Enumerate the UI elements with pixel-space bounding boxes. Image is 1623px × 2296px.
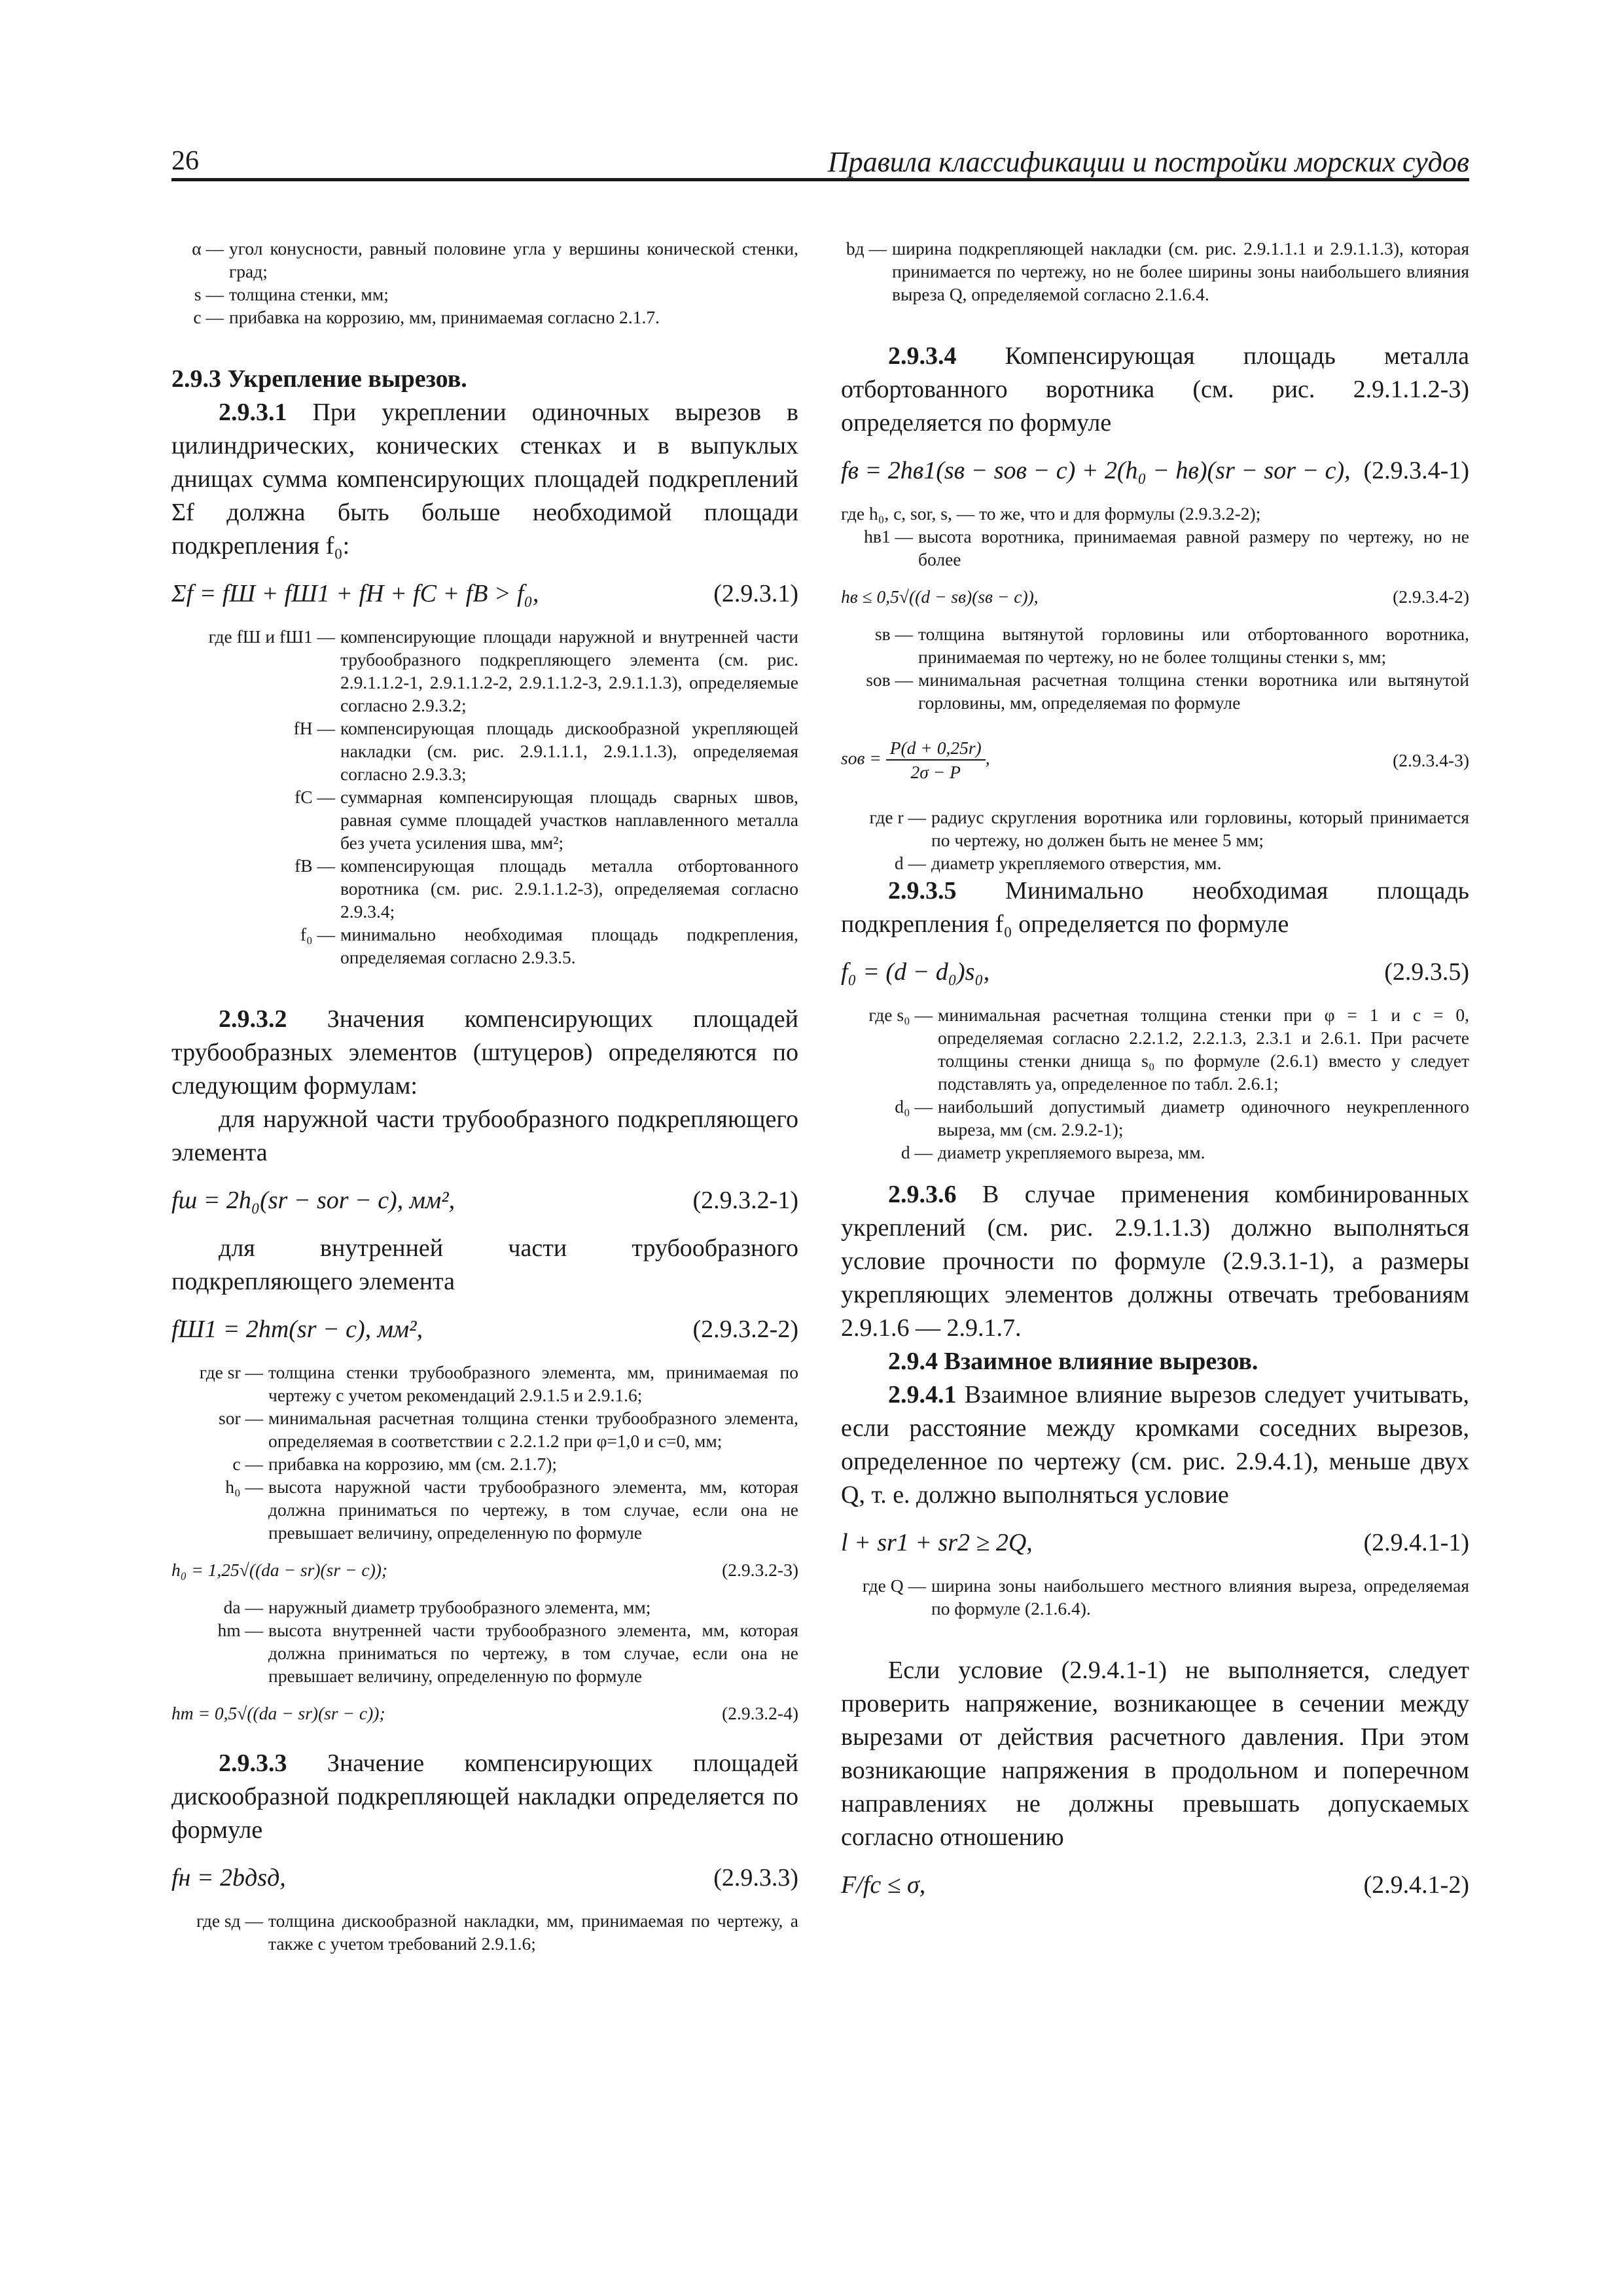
- formula-2-9-3-2-1: [171, 1184, 798, 1217]
- definition-item: [171, 717, 798, 785]
- definition-item: [841, 1141, 1469, 1164]
- definition-item: [841, 1003, 1469, 1095]
- definition-symbol: где Q —: [862, 1575, 926, 1596]
- definition-item: [171, 854, 798, 923]
- definition-text: минимальная расчетная толщина стенки при φ = 1 и c = 0, определяемая согласно 2.2.1.2, 2.2.1.3, 2.3.1 и 2.6.1. При расчете толщины стенки днища s₀ по формуле (2.6.1) вместо y следует подставлять ya, определенное по табл. 2.6.1;: [938, 1005, 1469, 1094]
- definition-item: [841, 525, 1469, 571]
- formula-2-9-3-4-2: [841, 585, 1469, 608]
- fraction: [886, 736, 986, 783]
- fraction-numerator: P(d + 0,25r): [886, 736, 986, 761]
- definition-list: [841, 806, 1469, 874]
- formula-2-9-3-1: [171, 577, 798, 611]
- formula-number: (2.9.3.1): [713, 580, 798, 607]
- formula-number: (2.9.3.2-1): [692, 1187, 798, 1214]
- formula-expression: l + sr1 + sr2 ≥ 2Q,: [841, 1529, 1033, 1556]
- definition-text: диаметр укрепляемого выреза, мм.: [938, 1142, 1205, 1162]
- definition-item: [171, 625, 798, 717]
- definition-symbol: sor —: [219, 1408, 263, 1428]
- paragraph-2-9-3-6: [841, 1178, 1469, 1345]
- formula-number: (2.9.4.1-1): [1363, 1529, 1469, 1556]
- paragraph-text: Компенсирующая площадь металла отбортованного воротника (см. рис. 2.9.1.1.2-3) определяется по формуле: [841, 342, 1469, 437]
- definition-item: [171, 237, 798, 283]
- definition-text: толщина стенки трубообразного элемента, мм, принимаемая по чертежу с учетом рекомендаций 2.9.1.5 и 2.9.1.6;: [268, 1362, 798, 1405]
- definition-text: ширина зоны наибольшего местного влияния выреза, определяемая по формуле (2.1.6.4).: [931, 1575, 1469, 1619]
- definition-text: наружный диаметр трубообразного элемента, мм;: [268, 1597, 651, 1617]
- definition-symbol: hв1 —: [864, 526, 913, 547]
- definition-list: [841, 525, 1469, 571]
- formula-expression: fв = 2hв1(sв − sов − c) + 2(h₀ − hв)(sr − sor − c),: [841, 457, 1351, 484]
- definition-text: компенсирующая площадь дискообразной укрепляющей накладки (см. рис. 2.9.1.1.1, 2.9.1.1.3), определяемая согласно 2.9.3.3;: [340, 718, 798, 784]
- formula-tail: ,: [985, 747, 990, 768]
- definition-item: [171, 283, 798, 306]
- definition-text: компенсирующая площадь металла отбортованного воротника (см. рис. 2.9.1.1.2-3), определяемая согласно 2.9.3.4;: [340, 855, 798, 922]
- definition-text: минимальная расчетная толщина стенки воротника или вытянутой горловины, мм, определяемая по формуле: [918, 670, 1469, 713]
- formula-number: (2.9.3.3): [713, 1864, 798, 1892]
- definition-symbol: da —: [223, 1597, 263, 1617]
- paragraph-condition: Если условие (2.9.4.1-1) не выполняется, следует проверить напряжение, возникающее в сечении между вырезами от действия расчетного давления. При этом возникающие напряжения в продольном и поперечном направлениях не должны превышать допускаемых согласно отношению: [841, 1657, 1469, 1851]
- clause-number: 2.9.3.3: [219, 1749, 287, 1777]
- formula-expression: fш = 2h₀(sr − sor − c), мм²,: [171, 1187, 455, 1214]
- definition-list: [841, 1574, 1469, 1620]
- definition-text: компенсирующие площади наружной и внутренней части трубообразного подкрепляющего элемента (см. рис. 2.9.1.1.2-1, 2.9.1.1.2-2, 2.9.1.1.2-3, 2.9.1.1.3), определяемые согласно 2.9.3.2;: [340, 626, 798, 715]
- definition-symbol: sв —: [874, 624, 913, 644]
- formula-number: (2.9.3.2-4): [722, 1703, 798, 1723]
- definition-text: минимально необходимая площадь подкрепления, определяемая согласно 2.9.3.5.: [340, 924, 798, 967]
- definition-item: [171, 1407, 798, 1452]
- clause-number: 2.9.3.5: [888, 877, 957, 905]
- definition-item: [841, 806, 1469, 852]
- definition-text: наибольший допустимый диаметр одиночного неукрепленного выреза, мм (см. 2.9.2-1);: [938, 1096, 1469, 1139]
- definition-item: [171, 1452, 798, 1475]
- definition-list: [171, 1361, 798, 1544]
- paragraph-outer-part: для наружной части трубообразного подкрепляющего элемента: [171, 1105, 798, 1166]
- paragraph-text: Взаимное влияние вырезов следует учитывать, если расстояние между кромками соседних вырезов, определенное по чертежу (см. рис. 2.9.4.1), меньше двух Q, т. е. должно выполняться условие: [841, 1381, 1469, 1509]
- definition-item: [841, 852, 1469, 874]
- definition-item: [841, 237, 1469, 306]
- formula-2-9-3-4-1: [841, 454, 1469, 488]
- definition-item: [171, 306, 798, 329]
- definition-text: толщина вытянутой горловины или отбортованного воротника, принимаемая по чертежу, но не более толщины стенки s, мм;: [918, 624, 1469, 667]
- clause-number: 2.9.4.1: [888, 1381, 957, 1408]
- definition-text: радиус скругления воротника или горловины, который принимается по чертежу, но должен быть не менее 5 мм;: [931, 807, 1469, 850]
- formula-number: (2.9.3.4-2): [1393, 586, 1469, 607]
- definition-list: [171, 237, 798, 329]
- formula-2-9-3-2-4: [171, 1702, 798, 1725]
- formula-2-9-4-1-1: [841, 1526, 1469, 1560]
- definition-text: толщина стенки, мм;: [229, 284, 389, 304]
- definition-list: [171, 625, 798, 969]
- header-rule: [171, 178, 1469, 181]
- definition-text: прибавка на коррозию, мм, принимаемая согласно 2.1.7.: [229, 307, 660, 327]
- paragraph-text: Значения компенсирующих площадей трубообразных элементов (штуцеров) определяются по следующим формулам:: [171, 1005, 798, 1100]
- paragraph-2-9-3-1: [171, 396, 798, 563]
- definition-list: [841, 237, 1469, 306]
- formula-number: (2.9.3.5): [1384, 958, 1469, 986]
- paragraph-inner-part: для внутренней части трубообразного подкрепляющего элемента: [171, 1234, 798, 1295]
- formula-number: (2.9.3.2-3): [722, 1560, 798, 1580]
- clause-number: 2.9.3.4: [888, 342, 957, 370]
- definition-item: [171, 1475, 798, 1544]
- left-column: [171, 237, 798, 1955]
- definition-item: [841, 1095, 1469, 1141]
- definition-item: [171, 923, 798, 969]
- formula-number: (2.9.3.2-2): [692, 1316, 798, 1343]
- formula-expression: hв ≤ 0,5√((d − sв)(sв − c)),: [841, 586, 1039, 607]
- formula-expression: fШ1 = 2hm(sr − c), мм²,: [171, 1316, 423, 1343]
- definition-item: [171, 785, 798, 854]
- definition-symbol: c —: [193, 307, 224, 327]
- definition-text: толщина дискообразной накладки, мм, принимаемая по чертежу, а также с учетом требований 2.9.1.6;: [268, 1910, 798, 1954]
- formula-expression: h₀ = 1,25√((da − sr)(sr − c));: [171, 1560, 388, 1580]
- definition-symbol: fВ —: [294, 855, 335, 876]
- definition-symbol: h₀ —: [225, 1477, 263, 1497]
- definition-list: [171, 1909, 798, 1955]
- formula-2-9-3-4-3: [841, 736, 1469, 783]
- definition-item: [841, 622, 1469, 668]
- section-title-2-9-4: 2.9.4 Взаимное влияние вырезов.: [888, 1348, 1258, 1375]
- definition-text: высота воротника, принимаемая равной размеру по чертежу, но не более: [918, 526, 1469, 569]
- where-lead: где h₀, c, sor, s, — то же, что и для формулы (2.9.3.2-2);: [841, 503, 1261, 524]
- definition-symbol: c —: [232, 1454, 263, 1474]
- paragraph-2-9-4-1: [841, 1378, 1469, 1512]
- running-title: Правила классификации и постройки морских судов: [827, 146, 1469, 178]
- definition-symbol: α —: [192, 238, 224, 259]
- formula-expression: f₀ = (d − d₀)s₀,: [841, 958, 990, 986]
- page-number: 26: [171, 146, 199, 176]
- definition-text: суммарная компенсирующая площадь сварных швов, равная сумме площадей участков наплавленного металла без учета усиления шва, мм²;: [340, 787, 798, 853]
- formula-2-9-3-3: [171, 1861, 798, 1895]
- clause-number: 2.9.3.6: [888, 1181, 957, 1208]
- definition-symbol: где sr —: [199, 1362, 263, 1382]
- formula-2-9-4-1-2: [841, 1869, 1469, 1902]
- clause-number: 2.9.3.2: [219, 1005, 287, 1033]
- definition-item: [171, 1619, 798, 1687]
- definition-item: [841, 1574, 1469, 1620]
- formula-number: (2.9.4.1-2): [1363, 1871, 1469, 1899]
- formula-expression: F/fc ≤ σ,: [841, 1871, 926, 1899]
- definition-symbol: где r —: [869, 807, 926, 827]
- definition-symbol: s —: [194, 284, 224, 304]
- paragraph-2-9-3-3: [171, 1747, 798, 1847]
- paragraph-2-9-3-4: [841, 340, 1469, 440]
- definition-item: [171, 1361, 798, 1407]
- paragraph-text: В случае применения комбинированных укреплений (см. рис. 2.9.1.1.3) должно выполняться условие прочности по формуле (2.9.3.1-1), а размеры укрепляющих элементов должны отвечать требованиям 2.9.1.6 — 2.9.1.7.: [841, 1181, 1469, 1342]
- definition-symbol: d₀ —: [895, 1096, 933, 1117]
- definition-symbol: где fШ и fШ1 —: [208, 626, 335, 647]
- definition-list: [171, 1596, 798, 1687]
- paragraph-2-9-3-2: [171, 1003, 798, 1103]
- paragraph-text: Значение компенсирующих площадей дискообразной подкрепляющей накладки определяется по формуле: [171, 1749, 798, 1844]
- definition-text: диаметр укрепляемого отверстия, мм.: [931, 853, 1222, 873]
- formula-expression: fн = 2bдsд,: [171, 1864, 286, 1892]
- formula-lhs: sов =: [841, 747, 882, 768]
- formula-expression: [841, 736, 990, 783]
- formula-2-9-3-2-2: [171, 1313, 798, 1346]
- definition-text: угол конусности, равный половине угла у вершины конической стенки, град;: [229, 238, 798, 281]
- formula-expression: Σf = fШ + fШ1 + fН + fС + fВ > f₀,: [171, 580, 539, 607]
- definition-list: [841, 1003, 1469, 1164]
- definition-symbol: d —: [901, 1142, 933, 1162]
- paragraph-2-9-3-5: [841, 874, 1469, 941]
- formula-expression: hm = 0,5√((da − sr)(sr − c));: [171, 1703, 385, 1723]
- definition-symbol: sов —: [866, 670, 913, 690]
- definition-symbol: f₀ —: [300, 924, 335, 944]
- definition-text: ширина подкрепляющей накладки (см. рис. 2.9.1.1.1 и 2.9.1.1.3), которая принимается по чертежу, но не более ширины зоны наибольшего влияния выреза Q, определяемой согласно 2.1.6.4.: [892, 238, 1469, 304]
- paragraph-text: При укреплении одиночных вырезов в цилиндрических, конических стенках и в выпуклых днищах сумма компенсирующих площадей подкреплений Σf должна быть больше необходимой площади подкрепления f₀:: [171, 399, 798, 560]
- definition-symbol: где s₀ —: [868, 1005, 933, 1025]
- definition-symbol: hm —: [217, 1620, 263, 1640]
- formula-number: (2.9.3.4-1): [1363, 457, 1469, 484]
- clause-number: 2.9.3.1: [219, 399, 287, 426]
- definition-symbol: fС —: [294, 787, 335, 807]
- definition-symbol: fН —: [293, 718, 335, 738]
- definition-symbol: где sд —: [196, 1910, 263, 1931]
- definition-list: [841, 622, 1469, 714]
- formula-2-9-3-5: [841, 956, 1469, 989]
- definition-symbol: bд —: [846, 238, 887, 259]
- definition-text: высота внутренней части трубообразного элемента, мм, которая должна приниматься по чертежу, в том случае, если она не превышает величину, определенную по формуле: [268, 1620, 798, 1686]
- right-column: [841, 237, 1469, 1902]
- formula-number: (2.9.3.4-3): [1393, 749, 1469, 770]
- definition-item: [841, 668, 1469, 714]
- definition-text: высота наружной части трубообразного элемента, мм, которая должна приниматься по чертежу, в том случае, если она не превышает величину, определенную по формуле: [268, 1477, 798, 1543]
- definition-item: [171, 1909, 798, 1955]
- definition-text: минимальная расчетная толщина стенки трубообразного элемента, определяемая в соответствии с 2.2.1.2 при φ=1,0 и c=0, мм;: [268, 1408, 798, 1451]
- fraction-denominator: 2σ − P: [910, 762, 961, 782]
- definition-symbol: d —: [894, 853, 926, 873]
- paragraph-text: Минимально необходимая площадь подкрепления f₀ определяется по формуле: [841, 877, 1469, 938]
- section-title-2-9-3: 2.9.3 Укрепление вырезов.: [171, 365, 467, 393]
- definition-text: прибавка на коррозию, мм (см. 2.1.7);: [268, 1454, 558, 1474]
- formula-2-9-3-2-3: [171, 1558, 798, 1581]
- definition-item: [171, 1596, 798, 1619]
